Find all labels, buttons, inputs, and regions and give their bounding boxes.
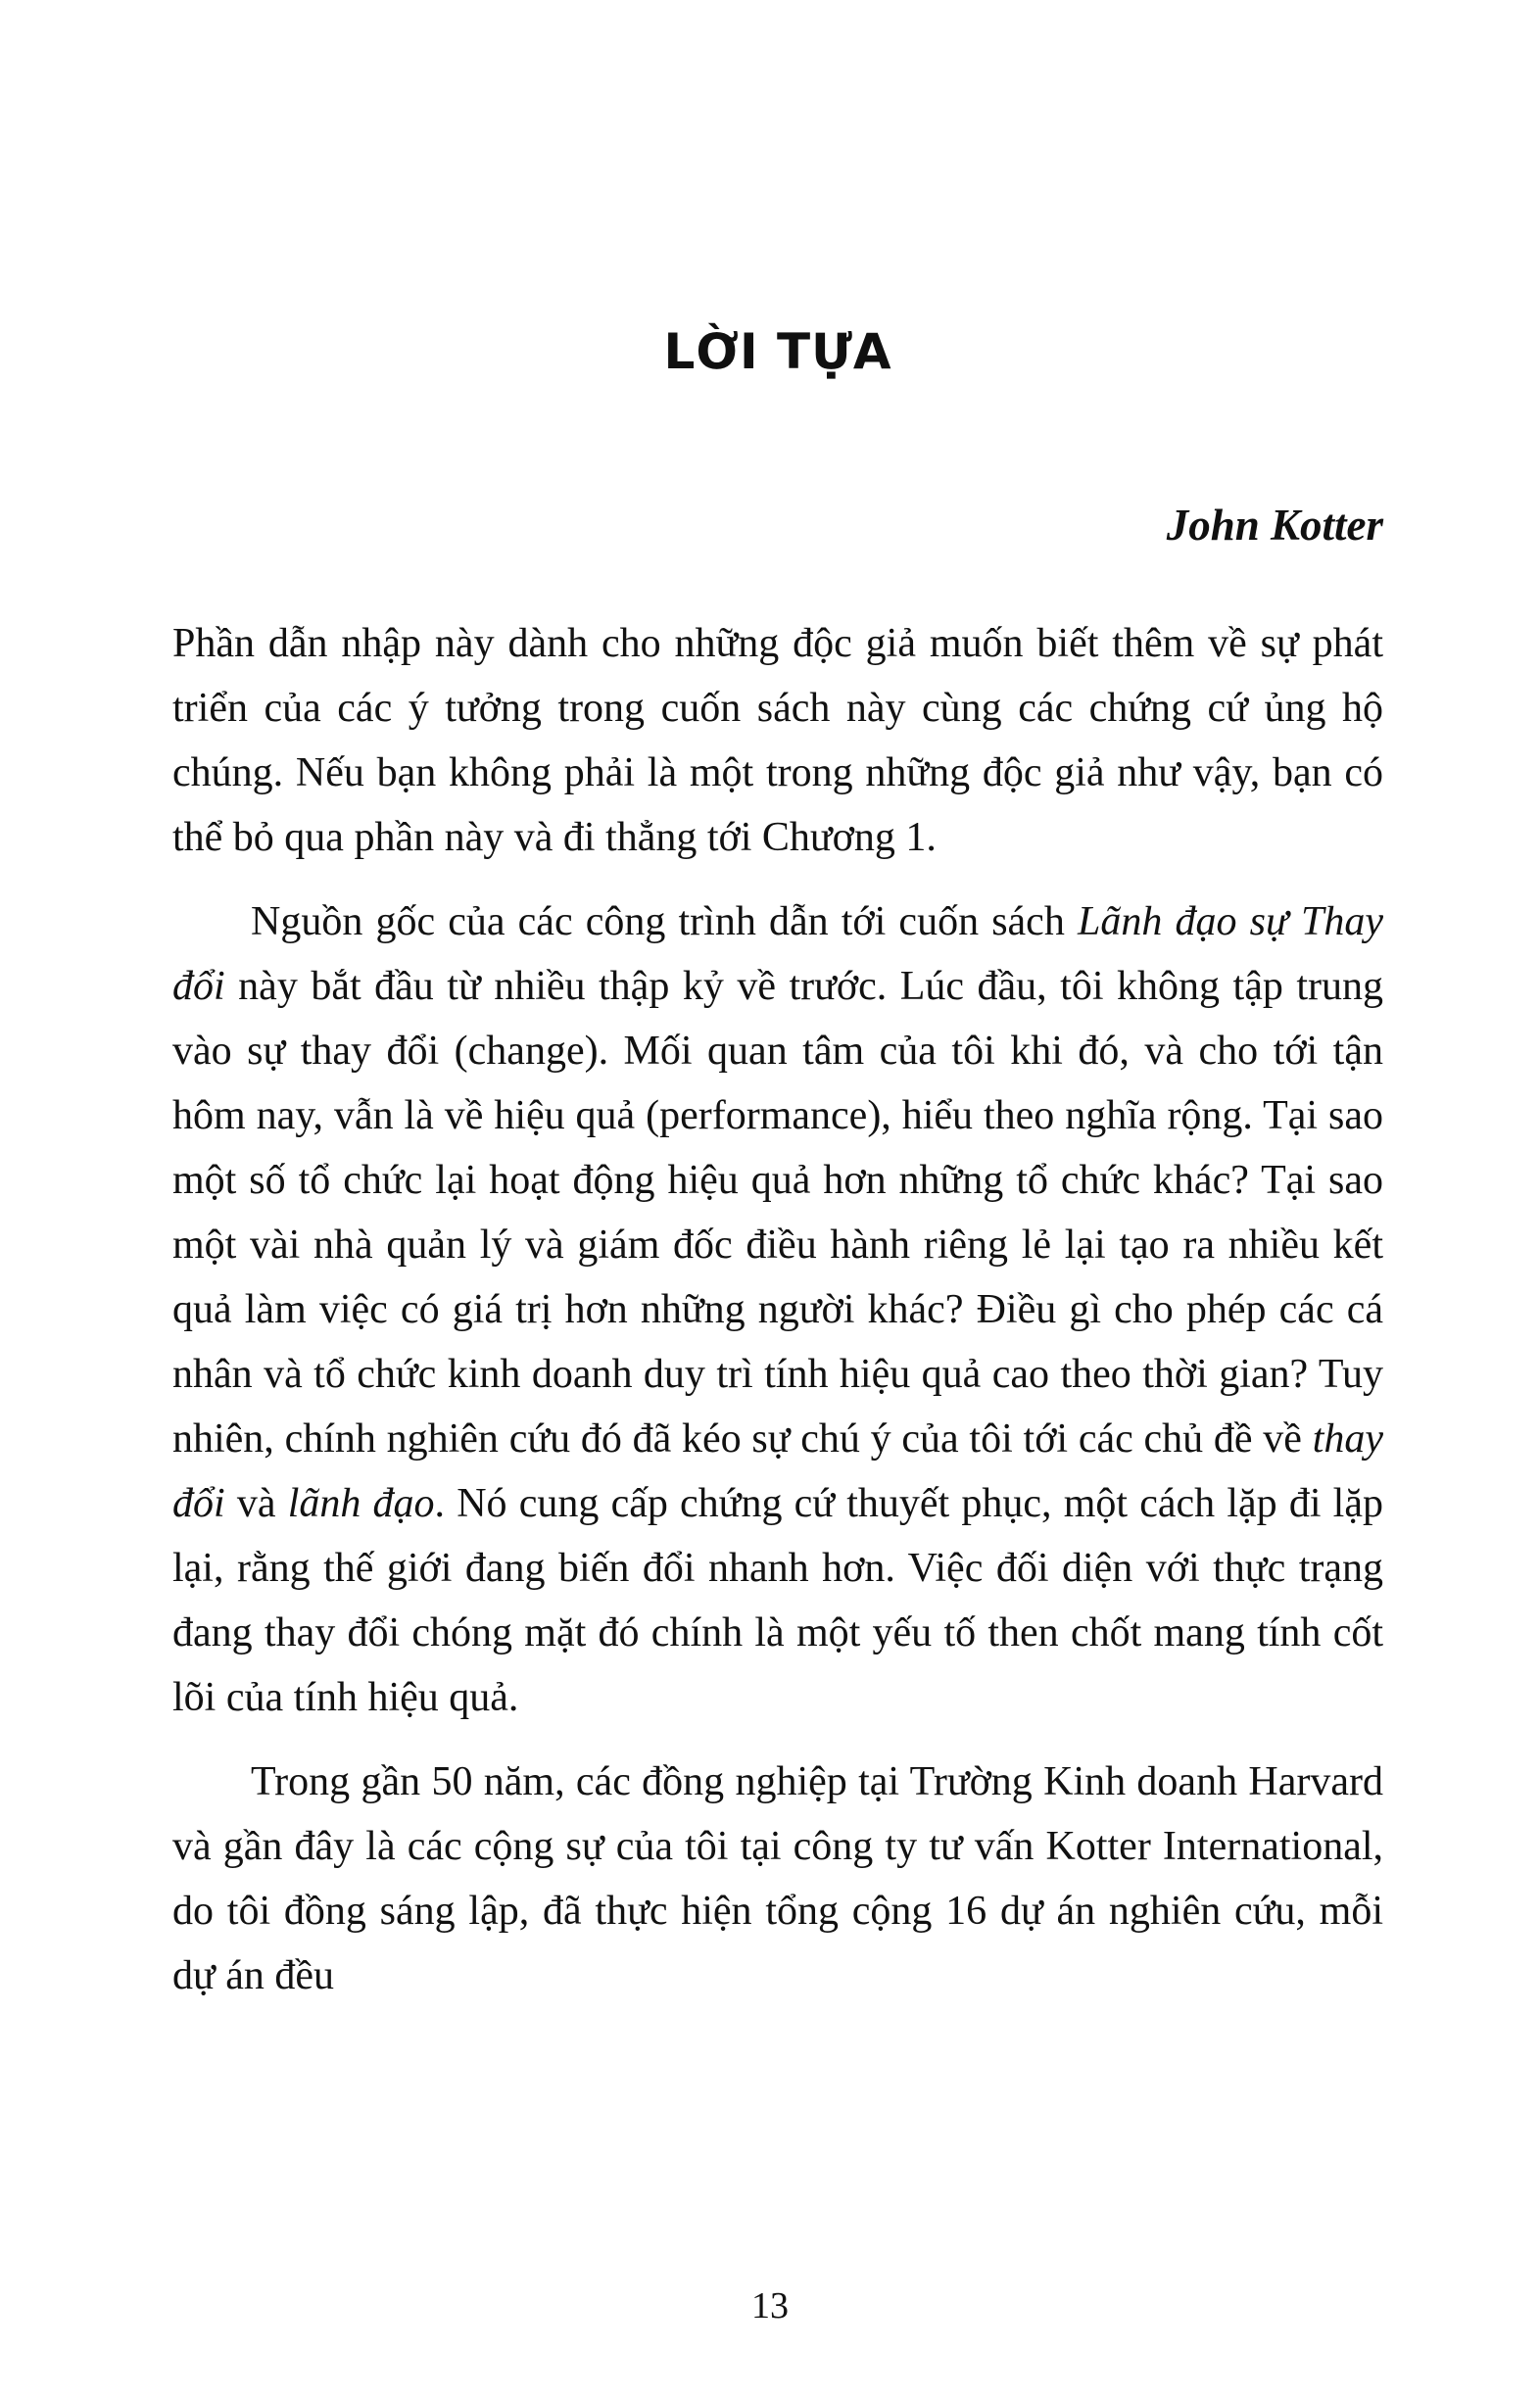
body-text (172, 611, 1383, 2008)
text-run: Phần dẫn nhập này dành cho những độc giả muốn biết thêm về sự phát triển của các ý tưởng trong cuốn sách này cùng các chứng cứ ủng hộ chúng. Nếu bạn không phải là một trong những độc giả như vậy, bạn có thể bỏ qua phần này và đi thẳng tới Chương 1. (172, 621, 1383, 860)
text-run: này bắt đầu từ nhiều thập kỷ về trước. Lúc đầu, tôi không tập trung vào sự thay đổi (change). Mối quan tâm của tôi khi đó, và cho tới tận hôm nay, vẫn là về hiệu quả (performance), hiểu theo nghĩa rộng. Tại sao một số tổ chức lại hoạt động hiệu quả hơn những tổ chức khác? Tại sao một vài nhà quản lý và giám đốc điều hành riêng lẻ lại tạo ra nhiều kết quả làm việc có giá trị hơn những người khác? Điều gì cho phép các cá nhân và tổ chức kinh doanh duy trì tính hiệu quả cao theo thời gian? Tuy nhiên, chính nghiên cứu đó đã kéo sự chú ý của tôi tới các chủ đề về (172, 964, 1383, 1462)
page-title: LỜI TỰA (663, 323, 892, 380)
page-number: 13 (751, 2285, 789, 2326)
author-name: John Kotter (1166, 501, 1383, 550)
paragraph-origins (172, 889, 1383, 1730)
italic-text-run: thay đổi (172, 1416, 1383, 1526)
paragraph-research (172, 1750, 1383, 2008)
paragraph-intro (172, 611, 1383, 870)
italic-text-run: lãnh đạo (287, 1481, 435, 1526)
text-run: Nguồn gốc của các công trình dẫn tới cuốn sách (251, 899, 1078, 944)
text-column (172, 323, 1383, 2008)
text-run: . Nó cung cấp chứng cứ thuyết phục, một cách lặp đi lặp lại, rằng thế giới đang biến đổi nhanh hơn. Việc đối diện với thực trạng đang thay đổi chóng mặt đó chính là một yếu tố then chốt mang tính cốt lõi của tính hiệu quả. (172, 1481, 1383, 1720)
text-run: Trong gần 50 năm, các đồng nghiệp tại Trường Kinh doanh Harvard và gần đây là các cộng sự của tôi tại công ty tư vấn Kotter International, do tôi đồng sáng lập, đã thực hiện tổng cộng 16 dự án nghiên cứu, mỗi dự án đều (172, 1759, 1383, 1998)
italic-text-run: Lãnh đạo sự Thay đổi (172, 899, 1383, 1009)
text-run: và (224, 1481, 288, 1526)
